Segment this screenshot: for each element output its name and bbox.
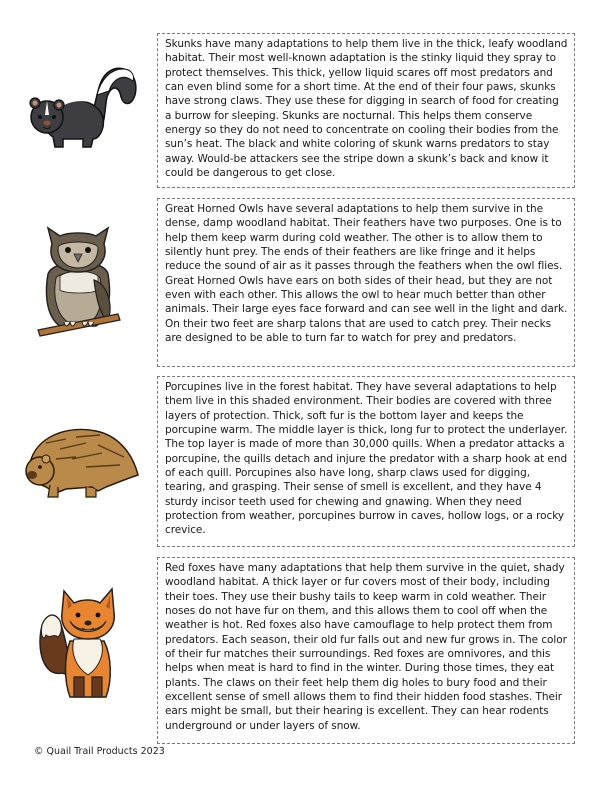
owl-text-box bbox=[157, 198, 575, 367]
porcupine-illustration bbox=[0, 395, 157, 525]
copyright-footer: © Quail Trail Products 2023 bbox=[34, 746, 165, 757]
owl-illustration bbox=[0, 205, 157, 355]
owl-icon bbox=[34, 218, 124, 343]
fox-icon bbox=[34, 581, 124, 706]
fox-paragraph: Red foxes have many adaptations that help them survive in the quiet, shady woodland habitat. A thick layer or fur covers most of their body, including their toes. They use their bushy tails to keep warm in cold weather. Their noses do not have fur on them, and this allows them to cool off when the weather is hot. Red foxes also have camouflage to help protect them from predators. Each season, their old fur falls out and new fur grows in. The color of their fur matches their surroundings. Red foxes are omnivores, and this helps when meat is hard to find in the winter. During those times, they eat plants. The claws on their feet help them dig holes to bury food and their excellent sense of smell allows them to find their hidden food stashes. Their ears might be small, but their hearing is excellent. They can hear rodents underground or under layers of snow. bbox=[165, 562, 567, 732]
fox-illustration bbox=[0, 568, 157, 718]
fox-text-box bbox=[157, 557, 575, 744]
skunk-icon bbox=[19, 55, 139, 155]
porcupine-text-box bbox=[157, 376, 575, 547]
porcupine-paragraph: Porcupines live in the forest habitat. They have several adaptations to help them live in this shaded environment. Their bodies are covered with three layers of protection. Thick, soft fur is the bottom layer and keeps the porcupine warm. The middle layer is thick, long fur to protect the underlayer. The top layer is made of more than 30,000 quills. When a predator attacks a porcupine, the quills detach and injure the predator with a sharp hook at end of each quill. Porcupines also have long, sharp claws used for digging, tearing, and grasping. Their sense of smell is excellent, and they have 4 sturdy incisor teeth used for chewing and gnawing. When they need protection from weather, porcupines burrow in caves, hollow logs, or a rocky crevice. bbox=[165, 381, 568, 537]
porcupine-icon bbox=[16, 413, 141, 508]
skunk-text-box bbox=[157, 33, 575, 188]
skunk-paragraph: Skunks have many adaptations to help them live in the thick, leafy woodland habitat. Their most well-known adaptation is the stinky liquid they spray to protect themselves. This thick, yellow liquid scares off most predators and can even blind some for a short time. At the end of their four paws, skunks have strong claws. They use these for digging in search of food for creating a burrow for sleeping. Skunks are nocturnal. This helps them conserve energy so they do not need to concentrate on cooling their bodies from the sun’s heat. The black and white coloring of skunk warns predators to stay away. Would-be attackers see the stripe down a skunk’s back and know it could be dangerous to get close. bbox=[165, 38, 568, 180]
skunk-illustration bbox=[0, 40, 157, 170]
owl-paragraph: Great Horned Owls have several adaptations to help them survive in the dense, damp woodland habitat. Their feathers have two purposes. One is to help them keep warm during cold weather. The other is to allow them to silently hunt prey. The ends of their feathers are like fringe and it helps reduce the sound of air as it passes through the feathers when the owl flies. Great Horned Owls have ears on both sides of their head, but they are not even with each other. This allows the owl to hear much better than other animals. Their large eyes face forward and can see well in the light and dark. On their two feet are sharp talons that are used to catch prey. Their necks are designed to be able to turn far to watch for prey and predators. bbox=[165, 203, 568, 345]
